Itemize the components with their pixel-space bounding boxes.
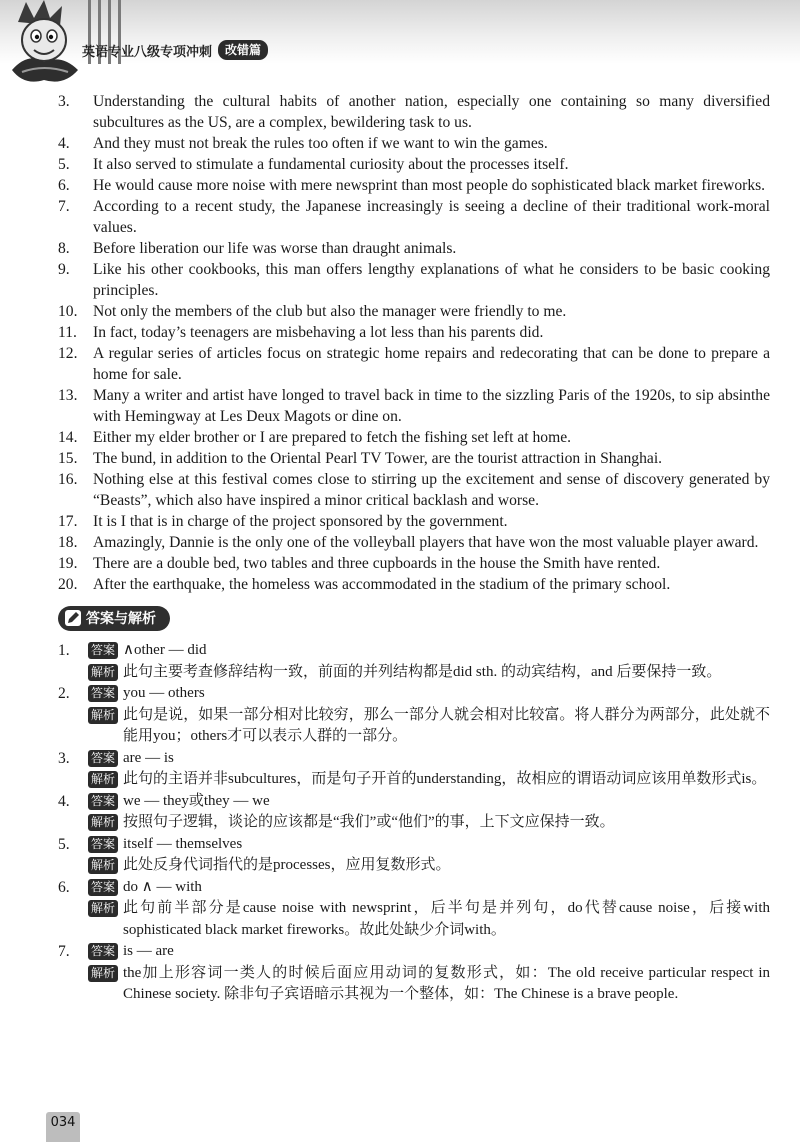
question-number: 8. [58,240,70,257]
answer-line [93,683,770,705]
answer-number: 6. [58,878,70,896]
answer-correction: are — is [123,749,174,766]
question-number: 15. [58,450,78,467]
question-number: 4. [58,135,70,152]
answer-number: 2. [58,685,70,702]
mascot-icon [4,0,84,88]
answer-line [93,834,770,856]
question-text: In fact, today’s teenagers are misbehaving a lot less than his parents did. [93,324,544,341]
answers-heading-pill [58,606,170,631]
question-item [58,469,770,511]
header-title-row [82,40,268,60]
answer-correction: you — others [123,685,205,701]
analysis-line [93,769,770,791]
question-text: A regular series of articles focus on strategic home repairs and redecorating that can be done to prepare a home for sale. [93,345,770,383]
analysis-tag: 解析 [88,857,118,874]
question-number: 20. [58,576,78,593]
question-item [58,322,770,343]
question-text: It also served to stimulate a fundamental curiosity about the processes itself. [93,156,569,173]
answer-item [58,941,770,1006]
question-item [58,154,770,175]
analysis-text: the加上形容词一类人的时候后面应用动词的复数形式，如：The old receive particular respect in Chinese society. 除非句子宾语暗示其视为一个整体，如：The Chinese is a brave people. [123,964,770,1002]
question-item [58,259,770,301]
answer-tag: 答案 [88,836,118,853]
answer-correction: do ∧ — with [123,878,202,895]
question-item [58,343,770,385]
analysis-tag: 解析 [88,814,118,831]
question-item [58,574,770,595]
answer-line [93,791,770,813]
question-text: Either my elder brother or I are prepared to fetch the fishing set left at home. [93,429,572,446]
analysis-tag: 解析 [88,900,118,917]
answer-tag: 答案 [88,879,118,896]
answer-number: 4. [58,792,70,810]
header-badge: 改错篇 [218,40,268,60]
answer-correction: we — they或they — we [123,792,270,809]
question-number: 17. [58,513,78,530]
analysis-text: 此句主要考查修辞结构一致，前面的并列结构都是did sth. 的动宾结构，and 后要保持一致。 [123,663,722,680]
answer-number: 1. [58,642,70,659]
question-text: He would cause more noise with mere newsprint than most people do sophisticated black market fireworks. [93,177,766,194]
question-item [58,385,770,427]
answer-correction: itself — themselves [123,835,243,852]
question-list [58,91,770,595]
question-number: 7. [58,198,70,215]
answer-item [58,877,770,942]
page-number-box [46,1112,80,1142]
question-number: 3. [58,93,70,110]
question-text: It is I that is in charge of the project sponsored by the government. [93,513,508,530]
question-number: 19. [58,555,78,572]
question-text: The bund, in addition to the Oriental Pearl TV Tower, are the tourist attraction in Shanghai. [93,450,663,467]
analysis-text: 此处反身代词指代的是processes，应用复数形式。 [123,857,451,873]
answer-item [58,791,770,834]
answer-correction: ∧other — did [123,642,207,658]
answer-line [93,877,770,899]
analysis-tag: 解析 [88,664,118,681]
answer-line [93,640,770,662]
answer-line [93,748,770,770]
answer-line [93,941,770,963]
question-item [58,553,770,574]
question-text: And they must not break the rules too often if we want to win the games. [93,135,548,152]
answer-item [58,834,770,877]
question-number: 16. [58,471,78,488]
header-title: 英语专业八级专项冲刺 [82,44,213,60]
question-text: Not only the members of the club but also the manager were friendly to me. [93,303,567,320]
question-item [58,427,770,448]
analysis-tag: 解析 [88,965,118,982]
analysis-line [93,705,770,748]
analysis-line [93,855,770,877]
answer-item [58,683,770,748]
question-number: 10. [58,303,78,320]
question-text: Nothing else at this festival comes close to stirring up the excitement and sense of discovery generated by “Beasts”, which also have inspired a minor critical backlash and worse. [93,471,770,509]
question-number: 13. [58,387,78,404]
question-item [58,448,770,469]
question-item [58,511,770,532]
answer-tag: 答案 [88,685,118,702]
page-number: 034 [50,1115,76,1130]
question-number: 12. [58,345,78,362]
question-item [58,196,770,238]
analysis-line [93,662,770,684]
analysis-text: 按照句子逻辑，谈论的应该都是“我们”或“他们”的事，上下文应保持一致。 [123,814,615,830]
analysis-text: 此句前半部分是cause noise with newsprint，后半句是并列句，do代替cause noise，后接with sophisticated black market fireworks。故此处缺少介词with。 [123,900,770,938]
analysis-text: 此句的主语并非subcultures，而是句子开首的understanding，故相应的谓语动词应该用单数形式is。 [123,771,767,787]
question-number: 11. [58,324,77,341]
analysis-line [93,963,770,1006]
analysis-text: 此句是说，如果一部分相对比较穷，那么一部分人就会相对比较富。将人群分为两部分，此处就不能用you；others才可以表示人群的一部分。 [123,706,770,744]
answer-tag: 答案 [88,943,118,960]
question-text: According to a recent study, the Japanese increasingly is seeing a decline of their traditional work-moral values. [93,198,770,236]
question-number: 18. [58,534,78,551]
answer-tag: 答案 [88,750,118,767]
answer-list [58,640,770,1006]
answer-correction: is — are [123,943,174,959]
question-item [58,301,770,322]
question-item [58,532,770,553]
answer-tag: 答案 [88,642,118,659]
answer-item [58,748,770,791]
question-text: Amazingly, Dannie is the only one of the volleyball players that have won the most valuable player award. [93,534,759,551]
question-item [58,238,770,259]
answers-section-header [58,605,770,631]
answer-tag: 答案 [88,793,118,810]
question-number: 6. [58,177,70,194]
analysis-line [93,812,770,834]
analysis-line [93,898,770,941]
analysis-tag: 解析 [88,707,118,724]
question-number: 14. [58,429,78,446]
answer-number: 3. [58,749,70,767]
question-text: Many a writer and artist have longed to travel back in time to the sizzling Paris of the 1920s, to sip absinthe with Hemingway at Les Deux Magots or dine on. [93,387,770,425]
question-text: Before liberation our life was worse than draught animals. [93,240,457,257]
question-text: After the earthquake, the homeless was accommodated in the stadium of the primary school. [93,576,671,593]
analysis-tag: 解析 [88,771,118,788]
question-text: There are a double bed, two tables and three cupboards in the house the Smith have rented. [93,555,661,572]
question-item [58,133,770,154]
question-item [58,91,770,133]
pencil-icon [64,609,82,627]
answer-item [58,640,770,683]
question-item [58,175,770,196]
page-content [58,91,770,1006]
answer-number: 7. [58,943,70,960]
answer-number: 5. [58,835,70,853]
question-number: 5. [58,156,70,173]
question-text: Like his other cookbooks, this man offers lengthy explanations of what he considers to be basic cooking principles. [93,261,770,299]
answers-heading: 答案与解析 [86,610,156,627]
page-header [0,0,800,88]
question-text: Understanding the cultural habits of another nation, especially one containing so many diversified subcultures as the US, are a complex, bewildering task to us. [93,93,770,131]
question-number: 9. [58,261,70,278]
